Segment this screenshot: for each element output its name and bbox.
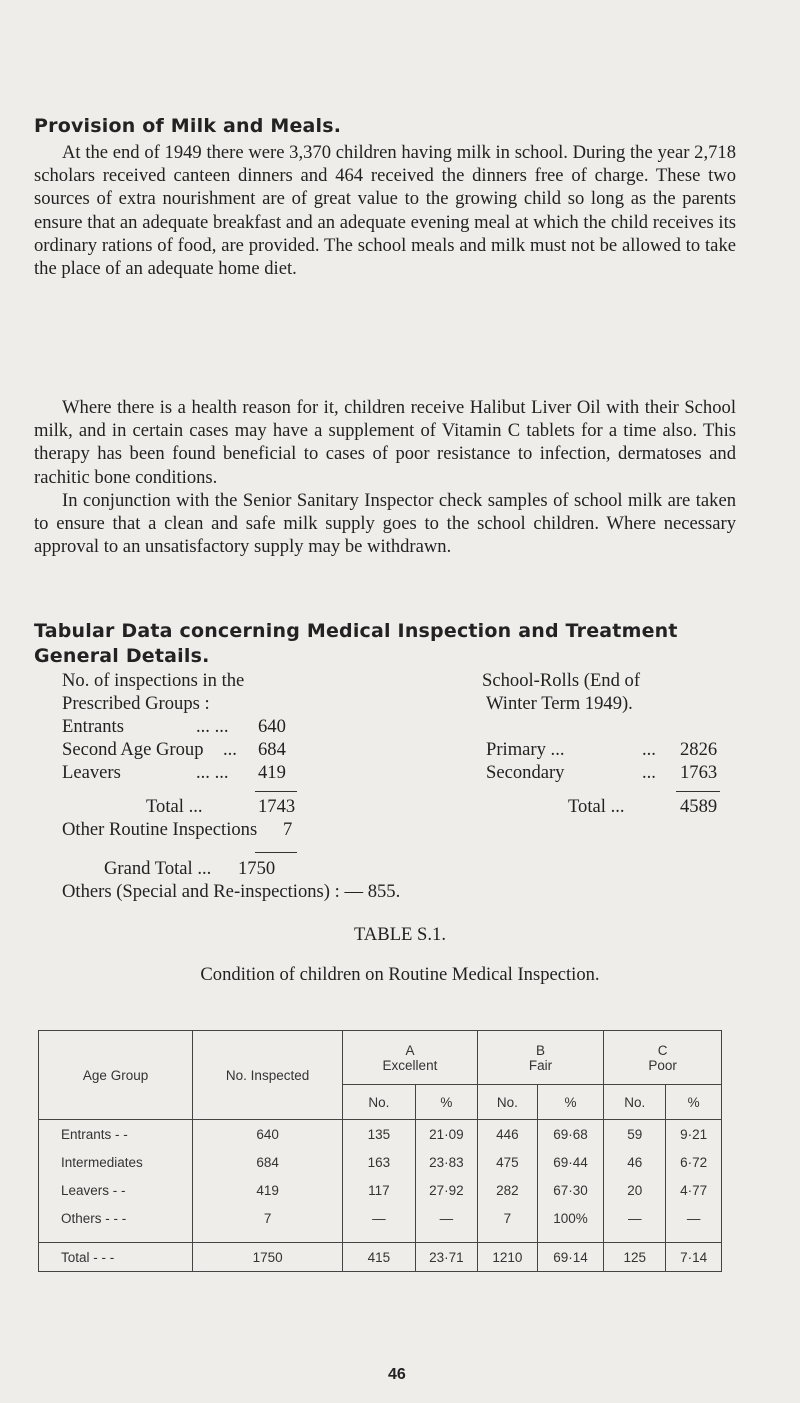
- subtotal-rule: [255, 791, 297, 792]
- b-no-header: No.: [477, 1085, 537, 1120]
- school-roll-label: Primary ...: [486, 739, 565, 760]
- table-row: [39, 1148, 722, 1176]
- row-b-pct: 69·44: [537, 1148, 603, 1176]
- paragraph-milk-samples: In conjunction with the Senior Sanitary Inspector check samples of school milk are taken to ensure that a clean and safe milk supply goes to the school children. Where necessary approval to an unsatisfactory supply may be withdrawn.: [34, 490, 736, 558]
- paragraph-milk-meals: At the end of 1949 there were 3,370 children having milk in school. During the year 2,718 scholars received canteen dinners and 464 received the dinners free of charge. These two sources of extra nourishment are of great value to the growing child so long as the parents ensure that an adequate breakfast and an adequate evening meal at which the child receives its ordinary rations of food, are provided. The school meals and milk must not be allowed to take the place of an adequate home diet.: [34, 142, 736, 280]
- row-a-pct: 21·09: [415, 1120, 477, 1149]
- school-roll-dots: ...: [642, 762, 656, 783]
- total-b-pct: 69·14: [537, 1243, 603, 1272]
- total-inspected: 1750: [193, 1243, 343, 1272]
- b-pct-header: %: [537, 1085, 603, 1120]
- school-roll-value: 1763: [680, 762, 718, 783]
- row-a-pct: —: [415, 1204, 477, 1232]
- inspection-row-dots: ...: [223, 739, 237, 760]
- row-a-no: —: [343, 1204, 416, 1232]
- row-c-no: 46: [604, 1148, 666, 1176]
- row-b-no: 7: [477, 1204, 537, 1232]
- inspections-total-label: Total ...: [146, 796, 203, 817]
- section-title-milk-meals: Provision of Milk and Meals.: [34, 115, 342, 137]
- row-b-pct: 67·30: [537, 1176, 603, 1204]
- row-c-no: 20: [604, 1176, 666, 1204]
- row-c-no: 59: [604, 1120, 666, 1149]
- row-a-pct: 27·92: [415, 1176, 477, 1204]
- row-inspected: 419: [193, 1176, 343, 1204]
- school-roll-label: Secondary: [486, 762, 565, 783]
- grand-total-value: 1750: [238, 858, 276, 879]
- paragraph-halibut-oil: Where there is a health reason for it, children receive Halibut Liver Oil with their School milk, and in certain cases may have a supplement of Vitamin C tablets for a time also. This therapy has been found beneficial to cases of poor resistance to infection, dermatoses and rachitic bone conditions.: [34, 397, 736, 488]
- row-c-pct: —: [666, 1204, 722, 1232]
- school-rolls-total-label: Total ...: [568, 796, 625, 817]
- inspection-row-dots: ... ...: [196, 716, 229, 737]
- grade-b-name: Fair: [528, 1057, 553, 1073]
- school-roll-value: 2826: [680, 739, 718, 760]
- fair-header: [477, 1031, 603, 1085]
- inspection-row-value: 684: [258, 739, 286, 760]
- row-c-pct: 4·77: [666, 1176, 722, 1204]
- row-inspected: 684: [193, 1148, 343, 1176]
- grade-b-letter: B: [536, 1042, 546, 1058]
- inspection-row-label: Entrants: [62, 716, 124, 737]
- inspections-heading-1: No. of inspections in the: [62, 670, 245, 691]
- row-a-no: 163: [343, 1148, 416, 1176]
- c-no-header: No.: [604, 1085, 666, 1120]
- row-b-no: 282: [477, 1176, 537, 1204]
- total-b-no: 1210: [477, 1243, 537, 1272]
- table-header-row: [39, 1031, 722, 1085]
- a-pct-header: %: [415, 1085, 477, 1120]
- table-spacer-row: [39, 1232, 722, 1243]
- inspections-total-value: 1743: [258, 796, 296, 817]
- c-pct-header: %: [666, 1085, 722, 1120]
- section-title-tabular-data: Tabular Data concerning Medical Inspection and Treatment: [34, 620, 678, 642]
- table-total-row: [39, 1243, 722, 1272]
- row-a-no: 135: [343, 1120, 416, 1149]
- row-inspected: 7: [193, 1204, 343, 1232]
- school-roll-dots: ...: [642, 739, 656, 760]
- table-row: [39, 1176, 722, 1204]
- row-group: Others - - -: [39, 1204, 193, 1232]
- grade-a-name: Excellent: [382, 1057, 438, 1073]
- row-group: Entrants - -: [39, 1120, 193, 1149]
- row-group: Intermediates: [39, 1148, 193, 1176]
- row-c-no: —: [604, 1204, 666, 1232]
- inspection-row-label: Leavers: [62, 762, 121, 783]
- row-a-pct: 23·83: [415, 1148, 477, 1176]
- row-b-no: 446: [477, 1120, 537, 1149]
- age-group-header: Age Group: [39, 1031, 193, 1120]
- inspection-row-value: 419: [258, 762, 286, 783]
- grade-c-letter: C: [657, 1042, 668, 1058]
- special-reinspections: Others (Special and Re-inspections) : — 855.: [62, 881, 401, 902]
- condition-table: [38, 1030, 722, 1272]
- row-b-pct: 100%: [537, 1204, 603, 1232]
- row-c-pct: 6·72: [666, 1148, 722, 1176]
- page-number: 46: [388, 1366, 406, 1383]
- rolls-total-rule: [676, 791, 720, 792]
- grade-c-name: Poor: [648, 1057, 677, 1073]
- total-c-no: 125: [604, 1243, 666, 1272]
- total-a-pct: 23·71: [415, 1243, 477, 1272]
- total-group: Total - - -: [39, 1243, 193, 1272]
- grand-total-rule: [255, 852, 297, 853]
- total-a-no: 415: [343, 1243, 416, 1272]
- section-subtitle-general-details: General Details.: [34, 645, 210, 667]
- row-b-pct: 69·68: [537, 1120, 603, 1149]
- total-c-pct: 7·14: [666, 1243, 722, 1272]
- table-row: [39, 1204, 722, 1232]
- row-inspected: 640: [193, 1120, 343, 1149]
- excellent-header: [343, 1031, 478, 1085]
- inspection-row-dots: ... ...: [196, 762, 229, 783]
- poor-header: [604, 1031, 722, 1085]
- inspection-row-label: Second Age Group: [62, 739, 204, 760]
- row-b-no: 475: [477, 1148, 537, 1176]
- table-caption: TABLE S.1.: [354, 924, 446, 945]
- other-routine-value: 7: [283, 819, 293, 840]
- row-group: Leavers - -: [39, 1176, 193, 1204]
- inspected-header: No. Inspected: [193, 1031, 343, 1120]
- inspections-heading-2: Prescribed Groups :: [62, 693, 210, 714]
- grand-total-label: Grand Total ...: [104, 858, 212, 879]
- table-row: [39, 1120, 722, 1149]
- school-rolls-heading-1: School-Rolls (End of: [482, 670, 641, 691]
- school-rolls-total-value: 4589: [680, 796, 718, 817]
- table-title: Condition of children on Routine Medical Inspection.: [200, 964, 600, 985]
- other-routine-label: Other Routine Inspections: [62, 819, 258, 840]
- row-c-pct: 9·21: [666, 1120, 722, 1149]
- grade-a-letter: A: [405, 1042, 415, 1058]
- inspection-row-value: 640: [258, 716, 286, 737]
- row-a-no: 117: [343, 1176, 416, 1204]
- a-no-header: No.: [343, 1085, 416, 1120]
- school-rolls-heading-2: Winter Term 1949).: [486, 693, 633, 714]
